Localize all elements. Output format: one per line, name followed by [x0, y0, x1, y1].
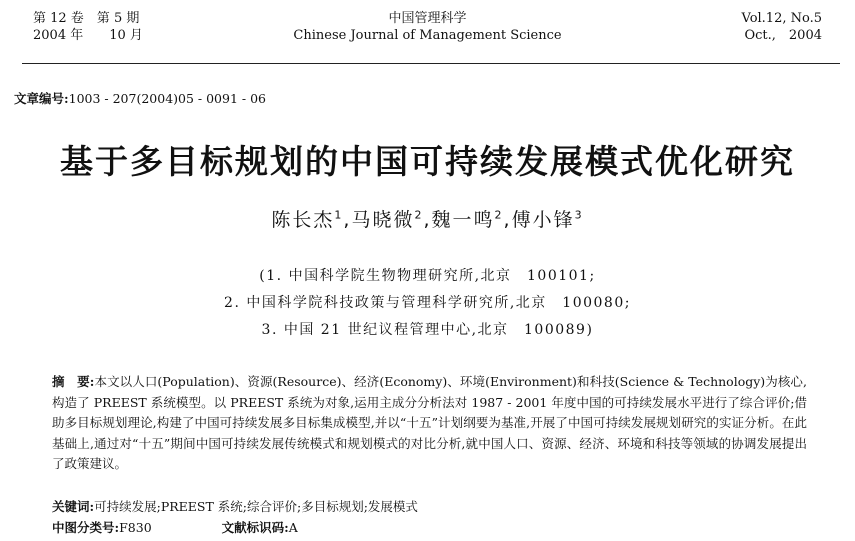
author-name: 陈长杰 — [271, 209, 335, 231]
keywords-text: 可持续发展;PREEST 系统;综合评价;多目标规划;发展模式 — [94, 499, 418, 514]
clc-value: F830 — [119, 520, 152, 535]
author-affiliation-mark: 1 — [334, 208, 344, 222]
journal-name — [0, 10, 855, 44]
author-affiliation-mark: 2 — [414, 208, 424, 222]
journal-name-en: Chinese Journal of Management Science — [293, 28, 562, 43]
keywords-label: 关键词: — [52, 499, 95, 514]
article-number — [14, 89, 266, 107]
paper-title: 基于多目标规划的中国可持续发展模式优化研究 — [60, 142, 795, 181]
keywords — [52, 497, 418, 515]
article-number-label: 文章编号: — [14, 91, 69, 106]
year-month: 2004 年 10 月 — [33, 28, 143, 43]
doc-code-label: 文献标识码: — [221, 520, 289, 535]
classification — [52, 518, 298, 536]
header-divider — [22, 63, 840, 64]
clc-label: 中图分类号: — [52, 520, 120, 535]
volume-no-en: Vol.12, No.5 — [741, 11, 822, 26]
affiliation-3: 3. 中国 21 世纪议程管理中心,北京 100089) — [261, 322, 594, 338]
author-separator: , — [423, 209, 432, 231]
author-name: 魏一鸣 — [431, 209, 495, 231]
author-name: 马晓微 — [351, 209, 415, 231]
author-affiliation-mark: 3 — [574, 208, 584, 222]
author-name: 傅小锋 — [511, 209, 575, 231]
affiliation-1: (1. 中国科学院生物物理研究所,北京 100101; — [259, 268, 596, 284]
author-separator: , — [343, 209, 352, 231]
author-separator: , — [503, 209, 512, 231]
affiliation-2: 2. 中国科学院科技政策与管理科学研究所,北京 100080; — [224, 295, 631, 311]
journal-volume-en — [742, 10, 823, 44]
date-en: Oct., 2004 — [744, 28, 822, 43]
abstract — [52, 372, 807, 475]
author-affiliation-mark: 2 — [494, 208, 504, 222]
abstract-label: 摘 要: — [52, 374, 95, 389]
author-list — [0, 205, 855, 232]
article-number-value: 1003 - 207(2004)05 - 0091 - 06 — [68, 91, 266, 106]
abstract-text: 本文以人口(Population)、资源(Resource)、经济(Economy)、环境(Environment)和科技(Science & Technology)为核心,构造了 PREEST 系统模型。以 PREEST 系统为对象,运用主成分分析法对 1987 - 2001 年度中国的可持续发展水平进行了综合评价;借助多目标规划理论,构建了中国可持续发展多目标集成模型,并以“十五”计划纲要为基准,开展了中国可持续发展规划研究的实证分析。在此基础上,通过对“十五”期间中国可持续发展传统模式和规划模式的对比分析,就中国人口、资源、经济、环境和科技等领域的协调发展提出了政策建议。 — [52, 374, 807, 471]
doc-code-value: A — [288, 520, 298, 535]
journal-name-cn: 中国管理科学 — [388, 11, 467, 26]
volume-issue: 第 12 卷 第 5 期 — [33, 11, 140, 26]
